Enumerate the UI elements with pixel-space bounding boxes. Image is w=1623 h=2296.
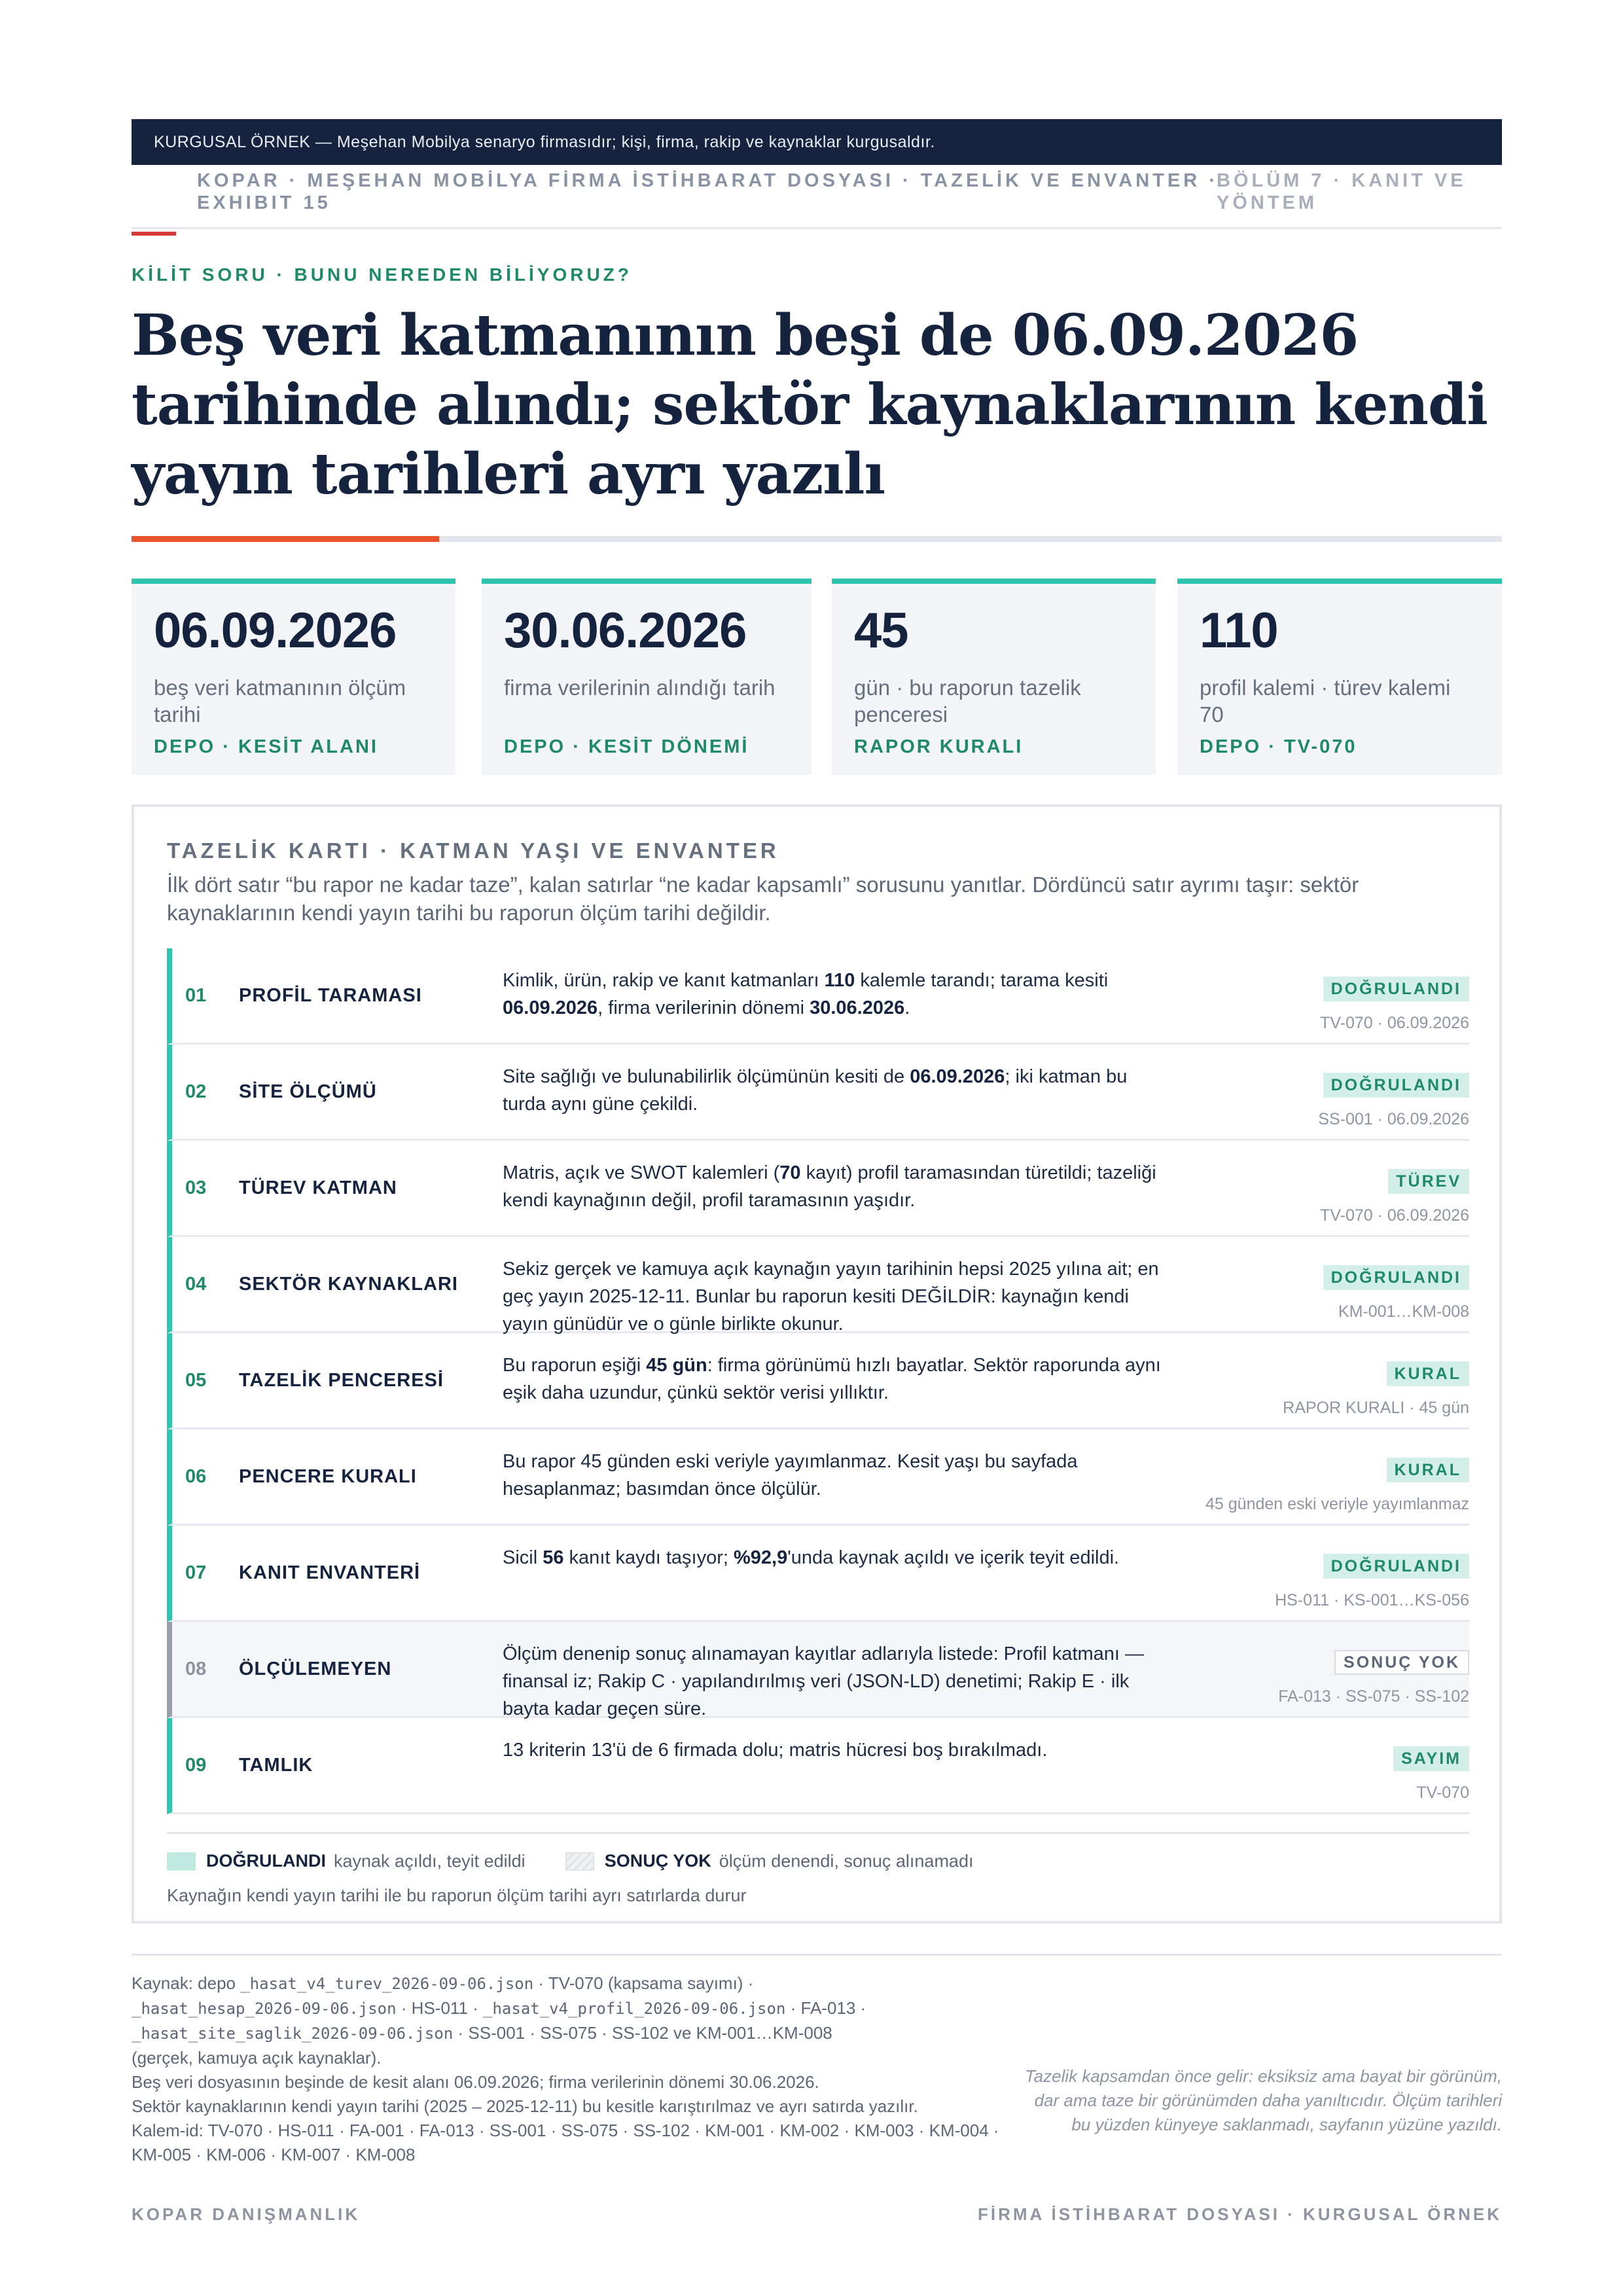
status-badge: KURAL <box>1387 1361 1470 1386</box>
description-text: . <box>904 997 910 1018</box>
row-index: 02 <box>185 1081 207 1102</box>
stat-card <box>132 579 455 775</box>
sources-line <box>132 1996 1008 2021</box>
description-text: kanıt kaydı taşıyor; <box>563 1547 734 1568</box>
header-accent-bar <box>132 232 176 236</box>
description-emphasis: 06.09.2026 <box>503 997 598 1018</box>
kicker: KİLİT SORU · BUNU NEREDEN BİLİYORUZ? <box>132 264 632 285</box>
row-description <box>503 1448 1164 1503</box>
card-subtitle: İlk dört satır “bu rapor ne kadar taze”, kalan satırlar “ne kadar kapsamlı” sorusunu yanıtlar. Dördüncü satır ayrımı taşır: sektör kaynaklarının kendi yayın tarihi bu raporun ölçüm tarihi değildir. <box>167 872 1359 925</box>
table-row <box>167 1237 1469 1333</box>
description-emphasis: 70 <box>779 1162 801 1183</box>
description-text: Bu raporun eşiği <box>503 1355 647 1376</box>
table-row <box>167 1141 1469 1237</box>
row-index: 04 <box>185 1274 207 1295</box>
row-name: SİTE ÖLÇÜMÜ <box>239 1081 377 1102</box>
stat-value: 110 <box>1200 603 1278 658</box>
table-row <box>167 1333 1469 1429</box>
stat-source: DEPO · KESİT ALANI <box>154 736 378 757</box>
table-row <box>167 1718 1469 1814</box>
row-name: ÖLÇÜLEMEYEN <box>239 1659 392 1679</box>
stat-card <box>1177 579 1502 775</box>
row-name: SEKTÖR KAYNAKLARI <box>239 1274 458 1295</box>
stat-card <box>832 579 1156 775</box>
legend-verified-text: kaynak açıldı, teyit edildi <box>334 1851 526 1871</box>
row-description <box>503 1063 1164 1118</box>
sources-line <box>132 2021 1008 2046</box>
status-badge: DOĞRULANDI <box>1323 977 1469 1001</box>
row-reference: FA-013 · SS-075 · SS-102 <box>1278 1687 1469 1706</box>
description-text: ; iki katman bu turda aynı güne çekildi. <box>503 1066 1128 1115</box>
description-text: 13 kriterin 13'ü de 6 firmada dolu; matris hücresi boş bırakılmadı. <box>503 1740 1048 1761</box>
status-badge: DOĞRULANDI <box>1323 1554 1469 1579</box>
sources-line: Beş veri dosyasının beşinde de kesit alanı 06.09.2026; firma verilerinin dönemi 30.06.2026. <box>132 2072 819 2092</box>
stat-label: profil kalemi · türev kalemi 70 <box>1200 675 1451 726</box>
source-file: _hasat_hesap_2026-09-06.json <box>132 2000 397 2018</box>
description-emphasis: 30.06.2026 <box>810 997 905 1018</box>
footer-publisher: KOPAR DANIŞMANLIK <box>132 2204 361 2224</box>
title-rule <box>132 536 1502 542</box>
row-name: PROFİL TARAMASI <box>239 985 422 1006</box>
title-rule-accent <box>132 536 439 542</box>
stat-value: 06.09.2026 <box>154 603 397 658</box>
verified-swatch <box>167 1852 196 1871</box>
description-text: Matris, açık ve SWOT kalemleri ( <box>503 1162 780 1183</box>
card-heading: TAZELİK KARTI · KATMAN YAŞI VE ENVANTER <box>167 838 779 863</box>
row-name: KANIT ENVANTERİ <box>239 1562 421 1583</box>
status-badge: TÜREV <box>1388 1169 1469 1194</box>
table-row <box>167 1622 1469 1718</box>
sources-text: Kaynak: depo <box>132 1973 241 1993</box>
row-index: 06 <box>185 1466 207 1487</box>
source-file: _hasat_v4_profil_2026-09-06.json <box>483 2000 786 2018</box>
description-emphasis: 56 <box>543 1547 564 1568</box>
description-text: Sekiz gerçek ve kamuya açık kaynağın yayın tarihinin hepsi 2025 yılına ait; en geç yayın 2025-12-11. Bunlar bu raporun kesiti DEĞİLDİR: kaynağın kendi yayın günüdür ve o günle birlikte okunur. <box>503 1259 1159 1335</box>
page <box>132 119 1502 2224</box>
row-description <box>503 1640 1164 1723</box>
description-text: kayıt) profil taramasından türetildi; tazeliği kendi kaynağının değil, profil taramasının yaşıdır. <box>503 1162 1156 1211</box>
row-index: 01 <box>185 985 207 1006</box>
stat-cards <box>132 579 1502 775</box>
table-row <box>167 948 1469 1045</box>
stat-value: 45 <box>854 603 908 658</box>
sources-text: · SS-001 · SS-075 · SS-102 ve KM-001…KM-008 <box>453 2023 832 2043</box>
sources-line: (gerçek, kamuya açık kaynaklar). <box>132 2048 382 2068</box>
row-reference: HS-011 · KS-001…KS-056 <box>1275 1591 1469 1609</box>
description-emphasis: %92,9 <box>734 1547 788 1568</box>
fiction-banner: KURGUSAL ÖRNEK — Meşehan Mobilya senaryo firmasıdır; kişi, firma, rakip ve kaynaklar kurgusaldır. <box>132 119 1502 165</box>
row-name: TAZELİK PENCERESİ <box>239 1370 444 1391</box>
row-reference: TV-070 · 06.09.2026 <box>1320 1206 1469 1225</box>
description-text: Kimlik, ürün, rakip ve kanıt katmanları <box>503 970 825 991</box>
source-file: _hasat_site_saglik_2026-09-06.json <box>132 2024 454 2043</box>
row-description <box>503 1736 1164 1764</box>
running-header-left: KOPAR · MEŞEHAN MOBİLYA FİRMA İSTİHBARAT DOSYASI · TAZELİK VE ENVANTER · EXHIBIT 15 <box>197 170 1219 213</box>
row-reference: TV-070 · 06.09.2026 <box>1320 1014 1469 1032</box>
description-text: Bu rapor 45 günden eski veriyle yayımlanmaz. Kesit yaşı bu sayfada hesaplanmaz; basımdan önce ölçülür. <box>503 1451 1078 1499</box>
row-index: 03 <box>185 1177 207 1198</box>
row-reference: TV-070 <box>1416 1784 1469 1802</box>
legend-no-result-text: ölçüm denendi, sonuç alınamadı <box>719 1851 974 1871</box>
description-emphasis: 110 <box>824 970 855 991</box>
row-index: 08 <box>185 1659 207 1679</box>
status-badge: DOĞRULANDI <box>1323 1073 1469 1098</box>
running-header <box>132 165 1502 229</box>
freshness-rows <box>167 948 1469 1814</box>
side-note: Tazelik kapsamdan önce gelir: eksiksiz ama bayat bir görünüm, dar ama taze bir görünümden daha yanıltıcıdır. Ölçüm tarihleri bu yüzden künyeye saklanmadı, sayfanın yüzüne yazıldı. <box>1025 2066 1502 2134</box>
row-name: TAMLIK <box>239 1755 313 1776</box>
row-index: 09 <box>185 1755 207 1776</box>
status-badge: DOĞRULANDI <box>1323 1265 1469 1290</box>
sources-line: Kalem-id: TV-070 · HS-011 · FA-001 · FA-013 · SS-001 · SS-075 · SS-102 · KM-001 · KM-002 · KM-003 · KM-004 · KM-005 · KM-006 · KM-007 · KM-008 <box>132 2121 999 2164</box>
description-emphasis: 06.09.2026 <box>910 1066 1005 1087</box>
legend-divider <box>167 1832 1469 1834</box>
row-reference: 45 günden eski veriyle yayımlanmaz <box>1205 1495 1469 1513</box>
description-text: : firma görünümü hızlı bayatlar. Sektör raporunda aynı eşik daha uzundur, çünkü sektör verisi yıllıktır. <box>503 1355 1161 1403</box>
table-row <box>167 1526 1469 1622</box>
stat-source: RAPOR KURALI <box>854 736 1024 757</box>
footer-rule <box>132 1954 1502 1956</box>
freshness-card <box>132 804 1502 1924</box>
stat-card <box>482 579 812 775</box>
description-text: kalemle tarandı; tarama kesiti <box>855 970 1109 991</box>
row-description <box>503 1159 1164 1214</box>
description-text: Sicil <box>503 1547 543 1568</box>
row-description <box>503 1352 1164 1407</box>
row-description <box>503 967 1164 1022</box>
row-reference: KM-001…KM-008 <box>1338 1302 1469 1321</box>
row-name: PENCERE KURALI <box>239 1466 417 1487</box>
legend-verified-key: DOĞRULANDI <box>206 1851 326 1871</box>
footer-document: FİRMA İSTİHBARAT DOSYASI · KURGUSAL ÖRNEK <box>977 2204 1502 2224</box>
stat-label: firma verilerinin alındığı tarih <box>504 675 776 700</box>
row-name: TÜREV KATMAN <box>239 1177 397 1198</box>
description-text: 'unda kaynak açıldı ve içerik teyit edildi. <box>787 1547 1120 1568</box>
sources-note <box>132 1971 1008 2167</box>
no-result-swatch <box>565 1852 594 1871</box>
row-description <box>503 1544 1164 1571</box>
source-file: _hasat_v4_turev_2026-09-06.json <box>240 1975 534 1993</box>
status-badge: KURAL <box>1387 1458 1470 1482</box>
sources-text: · HS-011 · <box>396 1998 484 2018</box>
description-text: , firma verilerinin dönemi <box>597 997 810 1018</box>
status-badge: SONUÇ YOK <box>1334 1650 1469 1675</box>
stat-source: DEPO · TV-070 <box>1200 736 1357 757</box>
row-index: 07 <box>185 1562 207 1583</box>
legend <box>167 1850 1469 1873</box>
sources-text: · FA-013 · <box>785 1998 866 2018</box>
row-reference: SS-001 · 06.09.2026 <box>1318 1110 1469 1128</box>
stat-source: DEPO · KESİT DÖNEMİ <box>504 736 749 757</box>
sources-text: · TV-070 (kapsama sayımı) · <box>533 1973 754 1993</box>
row-index: 05 <box>185 1370 207 1391</box>
status-badge: SAYIM <box>1393 1746 1469 1771</box>
description-text: Site sağlığı ve bulunabilirlik ölçümünün kesiti de <box>503 1066 910 1087</box>
row-description <box>503 1255 1164 1338</box>
sources-line <box>132 1971 1008 1996</box>
description-text: Ölçüm denenip sonuç alınamayan kayıtlar adlarıyla listede: Profil katmanı — finansal iz; Rakip C · yapılandırılmış veri (JSON-LD) denetimi; Rakip E · ilk bayta kadar geçen süre. <box>503 1643 1145 1719</box>
row-reference: RAPOR KURALI · 45 gün <box>1283 1399 1469 1417</box>
table-row <box>167 1429 1469 1526</box>
description-emphasis: 45 gün <box>646 1355 707 1376</box>
sources-line: Sektör kaynaklarının kendi yayın tarihi (2025 – 2025-12-11) bu kesitle karıştırılmaz ve ayrı satırda yazılır. <box>132 2096 918 2116</box>
page-title: Beş veri katmanının beşi de 06.09.2026 tarihinde alındı; sektör kaynaklarının kendi yayın tarihleri ayrı yazılı <box>132 302 1488 507</box>
legend-note: Kaynağın kendi yayın tarihi ile bu raporun ölçüm tarihi ayrı satırlarda durur <box>167 1886 747 1905</box>
stat-value: 30.06.2026 <box>504 603 747 658</box>
running-header-right: BÖLÜM 7 · KANIT VE YÖNTEM <box>1217 170 1467 213</box>
legend-no-result-key: SONUÇ YOK <box>604 1851 711 1871</box>
stat-label: beş veri katmanının ölçüm tarihi <box>154 675 406 726</box>
stat-label: gün · bu raporun tazelik penceresi <box>854 675 1081 726</box>
table-row <box>167 1045 1469 1141</box>
